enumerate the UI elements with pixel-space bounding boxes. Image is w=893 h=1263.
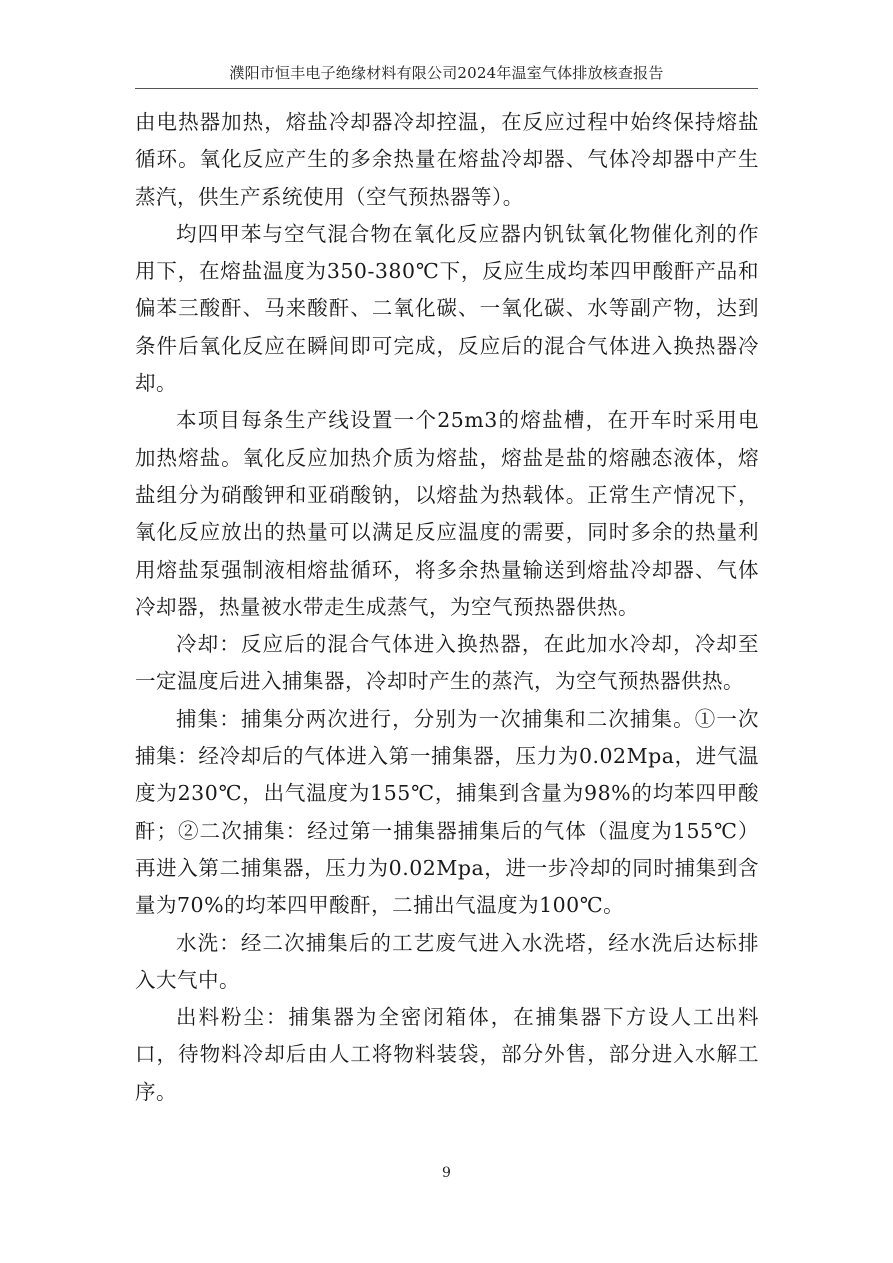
header-rule: [135, 88, 758, 89]
paragraph-molten-salt: 本项目每条生产线设置一个25m3的熔盐槽，在开车时采用电加热熔盐。氧化反应加热介质为熔盐，熔盐是盐的熔融态液体，熔盐组分为硝酸钾和亚硝酸钠，以熔盐为热载体。正常生产情况下，氧化反应放出的热量可以满足反应温度的需要，同时多余的热量利用熔盐泵强制液相熔盐循环，将多余热量输送到熔盐冷却器、气体冷却器，热量被水带走生成蒸气，为空气预热器供热。: [135, 408, 759, 619]
paragraph-discharge-dust: 出料粉尘：捕集器为全密闭箱体，在捕集器下方设人工出料口，待物料冷却后由人工将物料装袋，部分外售，部分进入水解工序。: [135, 1005, 759, 1104]
paragraph-water-wash: 水洗：经二次捕集后的工艺废气进入水洗塔，经水洗后达标排入大气中。: [135, 930, 759, 992]
paragraph-cooling: 冷却：反应后的混合气体进入换热器，在此加水冷却，冷却至一定温度后进入捕集器，冷却时产生的蒸汽，为空气预热器供热。: [135, 632, 759, 694]
document-body: [135, 104, 759, 1111]
paragraph-reaction: 均四甲苯与空气混合物在氧化反应器内钒钛氧化物催化剂的作用下，在熔盐温度为350-380℃下，反应生成均苯四甲酸酐产品和偏苯三酸酐、马来酸酐、二氧化碳、一氧化碳、水等副产物，达到条件后氧化反应在瞬间即可完成，反应后的混合气体进入换热器冷却。: [135, 221, 759, 396]
page-number: 9: [442, 1165, 451, 1181]
paragraph-capture: 捕集：捕集分两次进行，分别为一次捕集和二次捕集。①一次捕集：经冷却后的气体进入第一捕集器，压力为0.02Mpa，进气温度为230℃，出气温度为155℃，捕集到含量为98%的均苯四甲酸酐；②二次捕集：经过第一捕集器捕集后的气体（温度为155℃）再进入第二捕集器，压力为0.02Mpa，进一步冷却的同时捕集到含量为70%的均苯四甲酸酐，二捕出气温度为100℃。: [135, 706, 759, 918]
page-header: 濮阳市恒丰电子绝缘材料有限公司2024年温室气体排放核查报告: [229, 64, 664, 82]
paragraph-continuation: 由电热器加热，熔盐冷却器冷却控温，在反应过程中始终保持熔盐循环。氧化反应产生的多余热量在熔盐冷却器、气体冷却器中产生蒸汽，供生产系统使用（空气预热器等）。: [135, 110, 759, 209]
